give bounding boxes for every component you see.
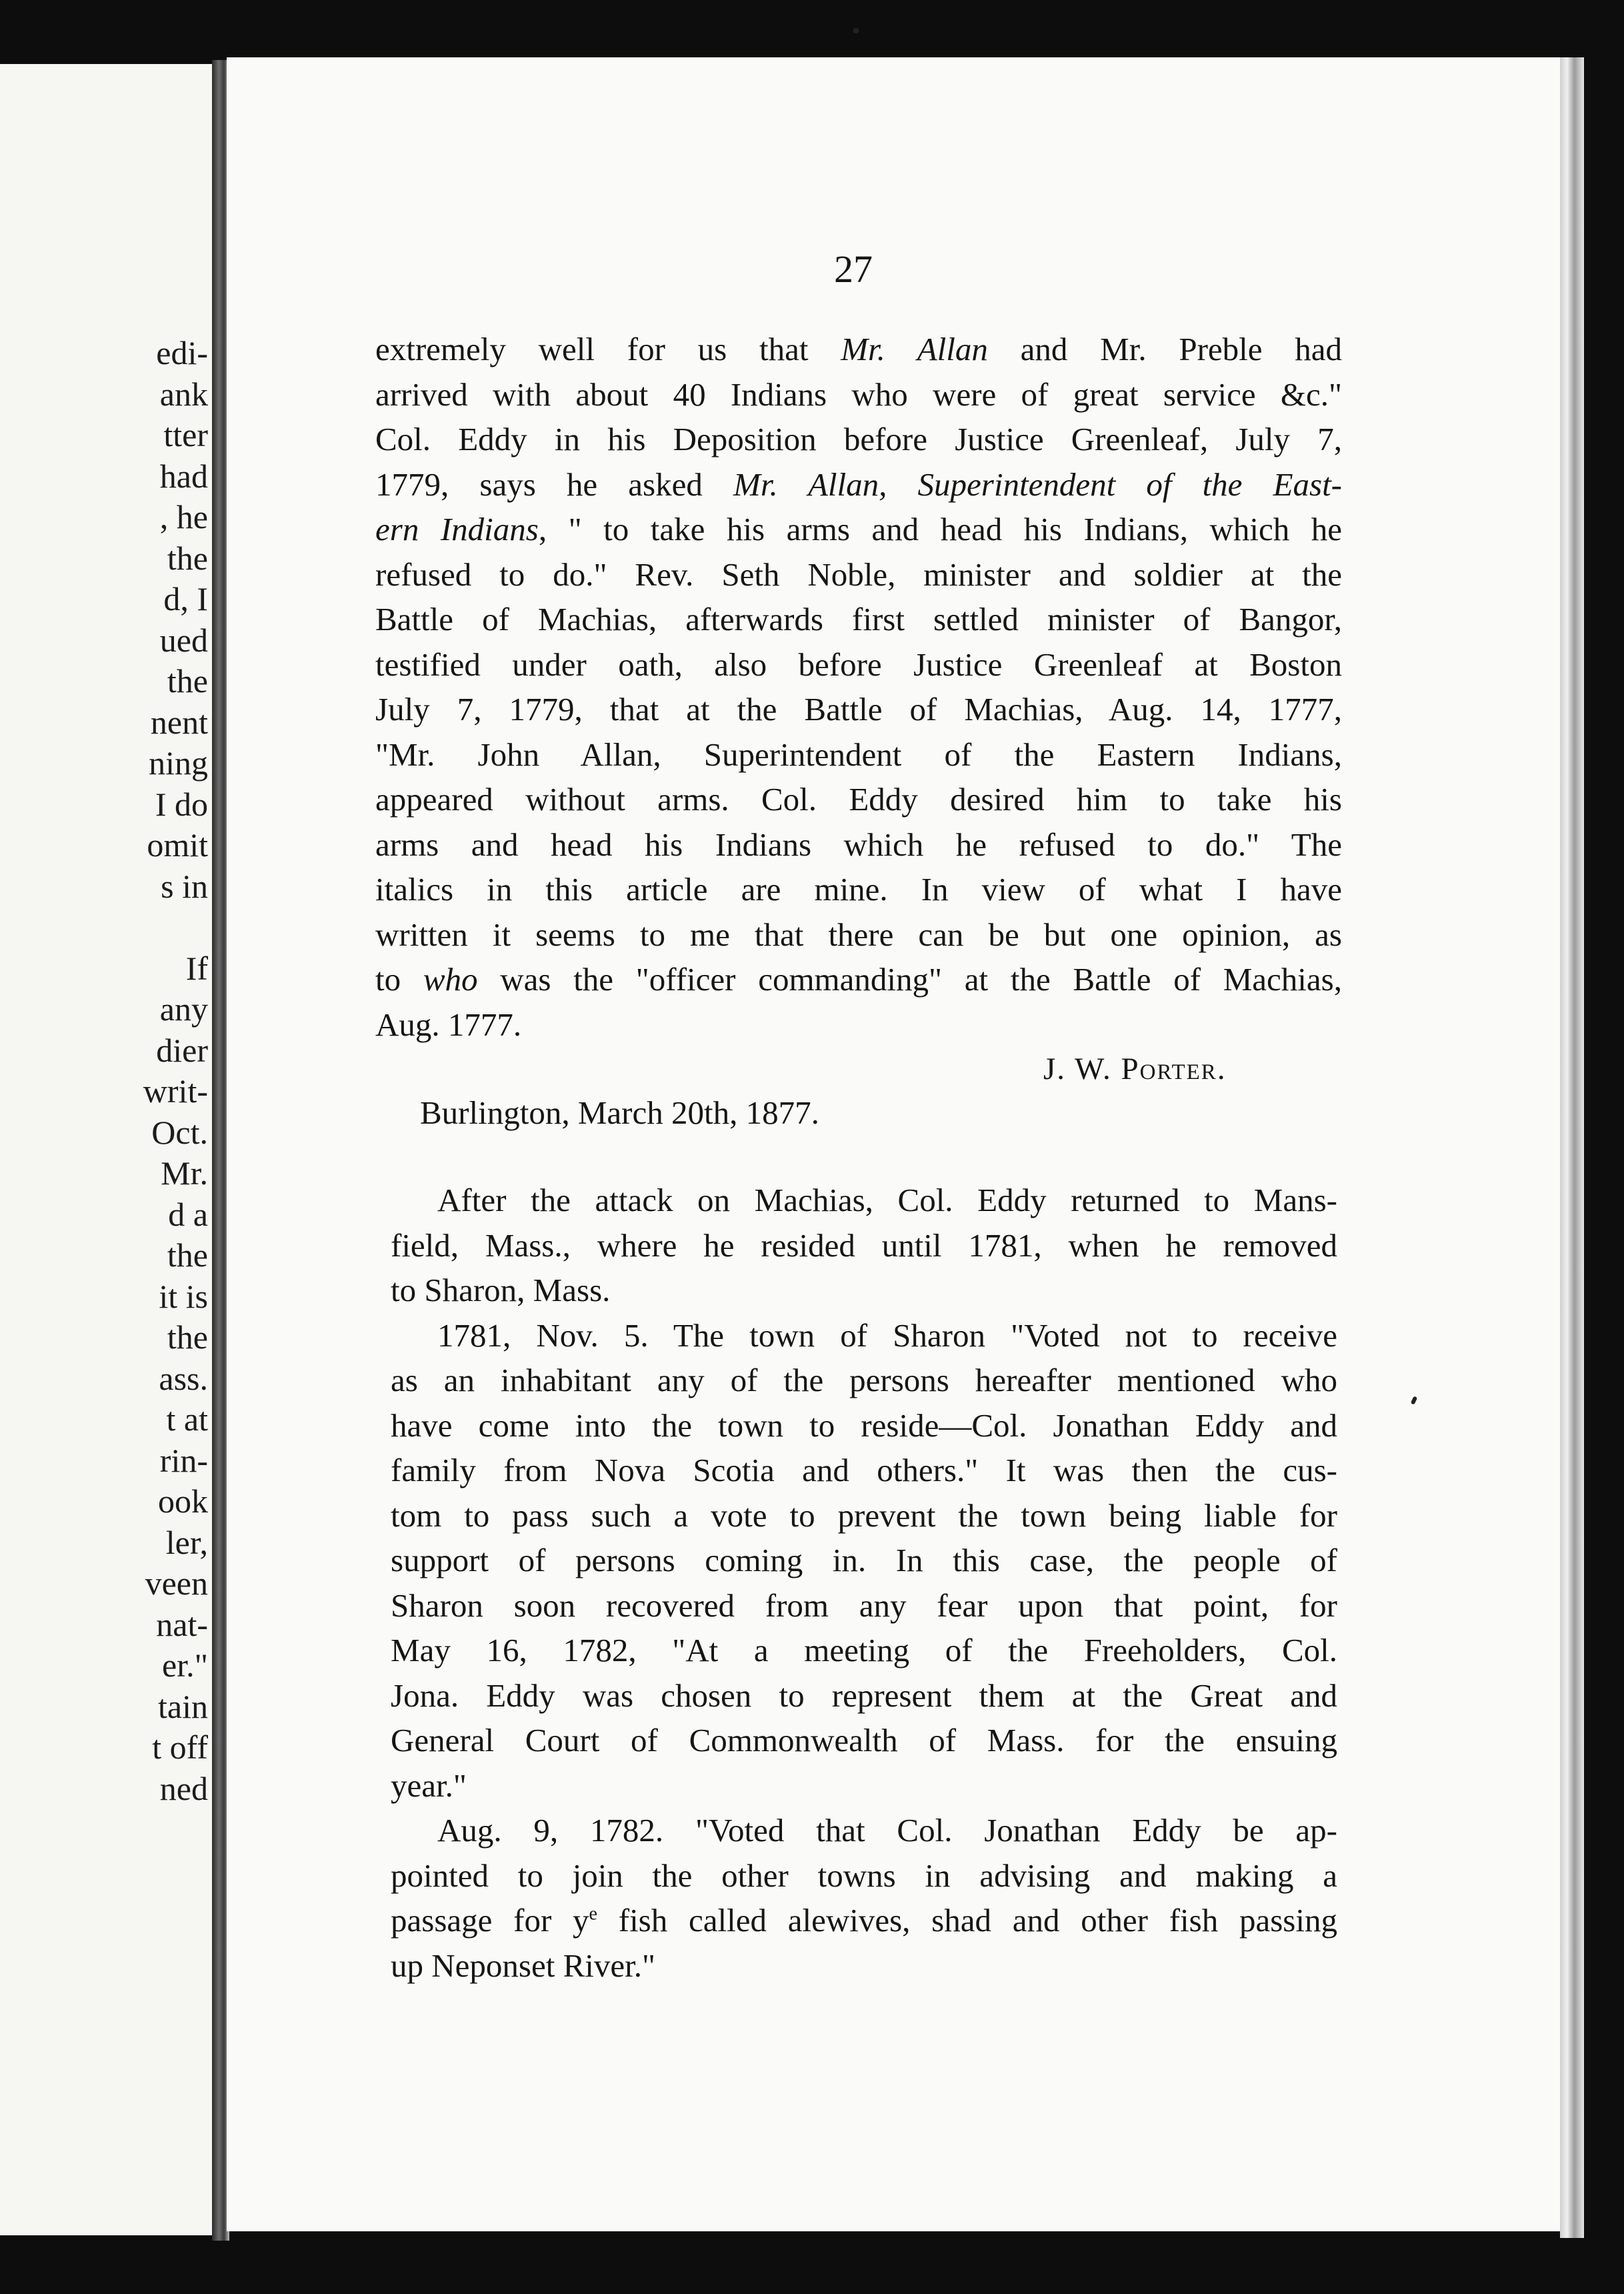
text-line [375, 327, 1342, 372]
text-span: written it seems to me that there can be but one opinion, as [375, 916, 1342, 953]
text-line: support of persons coming in. In this case, the people of [391, 1542, 1337, 1578]
text-span: appeared without arms. Col. Eddy desired him to take his [375, 781, 1342, 818]
text-span: fish called alewives, shad and other fish passing [597, 1902, 1337, 1939]
facing-page-fragment: t at [166, 1400, 208, 1438]
facing-page-fragment: nent [150, 703, 208, 741]
facing-page-fragment: tain [158, 1687, 208, 1725]
italic-span: Mr. Allan [841, 331, 988, 367]
ink-speck [853, 28, 859, 33]
text-span: 1779, says he asked [375, 465, 734, 503]
text-span: up Neponset River." [391, 1947, 655, 1984]
italic-span: ern Indians [375, 511, 539, 547]
facing-page-fragment: If [185, 949, 208, 987]
text-line [391, 1898, 1337, 1943]
facing-page-fragment: ned [159, 1769, 208, 1807]
facing-page-fragment: ank [159, 375, 208, 413]
facing-page-fragment: nat- [156, 1605, 208, 1643]
text-span: arrived with about 40 Indians who were of great service &c." [375, 375, 1342, 413]
text-line: Jona. Eddy was chosen to represent them at the Great and [391, 1676, 1337, 1714]
text-line [375, 732, 1342, 778]
paragraph-return-to-mansfield [391, 1178, 1337, 1313]
text-line [375, 687, 1342, 732]
text-line: field, Mass., where he resided until 1781, when he removed [391, 1226, 1337, 1264]
facing-page-fragment: the [167, 1318, 208, 1356]
text-span: pointed to join the other towns in advising and making a [391, 1857, 1337, 1894]
text-span: arms and head his Indians which he refused to do." The [375, 826, 1342, 863]
facing-page-fragment: any [159, 990, 208, 1028]
facing-page-fragment: veen [145, 1564, 208, 1602]
page-edge [1560, 57, 1584, 2238]
text-span: testified under oath, also before Justice Greenleaf at Boston [375, 646, 1342, 683]
text-line [375, 957, 1342, 1002]
facing-page [0, 64, 215, 2235]
facing-page-text-fragments [143, 331, 208, 1807]
text-line: Sharon soon recovered from any fear upon that point, for [391, 1586, 1337, 1624]
text-line [375, 372, 1342, 417]
facing-page-fragment: had [159, 457, 208, 495]
text-span: italics in this article are mine. In view of what I have [375, 871, 1342, 908]
facing-page-fragment: Mr. [161, 1154, 208, 1192]
text-line: to Sharon, Mass. [391, 1272, 611, 1308]
text-span: "Mr. John Allan, Superintendent of the Eastern Indians, [375, 736, 1342, 773]
paragraph-letter-quote [375, 327, 1342, 1047]
text-line [375, 822, 1342, 868]
text-line [375, 597, 1342, 642]
text-line [375, 642, 1342, 688]
text-line: as an inhabitant any of the persons hereafter mentioned who [391, 1362, 1337, 1398]
text-span: Aug. 1777. [375, 1006, 522, 1043]
paragraph-sharon-vote [391, 1313, 1337, 1809]
facing-page-fragment: the [167, 1236, 208, 1274]
italic-span: Mr. Allan, Superintendent of the East- [733, 465, 1343, 503]
text-line: General Court of Commonwealth of Mass. for the ensuing [391, 1722, 1337, 1759]
place-date-line: Burlington, March 20th, 1877. [420, 1094, 819, 1131]
text-line [375, 462, 1342, 507]
facing-page-fragment [143, 905, 208, 946]
facing-page-fragment: ued [159, 621, 208, 659]
facing-page-fragment: rin- [159, 1441, 208, 1479]
text-line: year." [391, 1767, 467, 1804]
facing-page-fragment: Oct. [151, 1113, 208, 1151]
paragraph-alewives-vote [391, 1808, 1337, 1988]
text-line [375, 552, 1342, 598]
text-span: , " to take his arms and head his Indians, which he [538, 511, 1342, 547]
facing-page-fragment: I do [155, 785, 208, 823]
facing-page-fragment: d, I [163, 580, 208, 618]
text-span: Battle of Machias, afterwards first settled minister of Bangor, [375, 601, 1342, 638]
signature: J. W. Porter. [1043, 1052, 1227, 1086]
text-line [375, 777, 1342, 822]
facing-page-fragment: ning [149, 744, 208, 782]
facing-page-fragment: er." [162, 1646, 208, 1684]
facing-page-fragment: ler, [165, 1523, 208, 1561]
page-number: 27 [834, 247, 873, 291]
text-line [375, 507, 1342, 552]
facing-page-fragment: tter [163, 416, 208, 453]
text-line: After the attack on Machias, Col. Eddy returned to Mans- [437, 1182, 1337, 1218]
text-line: family from Nova Scotia and others." It was then the cus- [391, 1452, 1337, 1488]
text-span: July 7, 1779, that at the Battle of Machias, Aug. 14, 1777, [375, 691, 1342, 728]
text-line: 1781, Nov. 5. The town of Sharon "Voted not to receive [437, 1316, 1337, 1354]
facing-page-fragment: it is [159, 1277, 208, 1315]
text-span: passage for y [391, 1902, 589, 1939]
text-line [375, 417, 1342, 462]
text-line [391, 1853, 1337, 1899]
text-span: refused to do." Rev. Seth Noble, minister and soldier at the [375, 555, 1342, 593]
facing-page-fragment: edi- [156, 334, 208, 371]
body-text [391, 1178, 1337, 1988]
facing-page-fragment: , he [159, 498, 208, 535]
facing-page-fragment: ass. [159, 1359, 208, 1397]
text-line [391, 1808, 1337, 1853]
facing-page-fragment: dier [156, 1031, 208, 1069]
superscript: e [589, 1903, 597, 1925]
text-span: Col. Eddy in his Deposition before Justice Greenleaf, July 7, [375, 421, 1342, 457]
text-line [375, 912, 1342, 958]
facing-page-fragment: the [167, 662, 208, 700]
text-line: May 16, 1782, "At a meeting of the Freeholders, Col. [391, 1632, 1337, 1668]
text-line: tom to pass such a vote to prevent the town being liable for [391, 1496, 1337, 1534]
text-line [375, 1002, 1342, 1048]
text-span: was the "officer commanding" at the Battle of Machias, [477, 961, 1342, 998]
facing-page-fragment: t off [152, 1729, 208, 1766]
facing-page-fragment: the [167, 539, 208, 577]
facing-page-fragment: writ- [143, 1072, 208, 1110]
text-span: extremely well for us that [375, 331, 841, 367]
facing-page-fragment: ook [158, 1482, 208, 1520]
text-span: and Mr. Preble had [987, 331, 1343, 367]
text-span: Aug. 9, 1782. "Voted that Col. Jonathan Eddy be ap- [437, 1812, 1337, 1849]
facing-page-fragment: d a [168, 1195, 208, 1233]
text-line [391, 1943, 1337, 1989]
text-line: have come into the town to reside—Col. Jonathan Eddy and [391, 1406, 1337, 1444]
text-span: to [375, 961, 423, 998]
text-line [375, 867, 1342, 912]
facing-page-fragment: s in [161, 867, 208, 905]
italic-span: who [423, 961, 478, 998]
facing-page-fragment: omit [147, 826, 208, 864]
